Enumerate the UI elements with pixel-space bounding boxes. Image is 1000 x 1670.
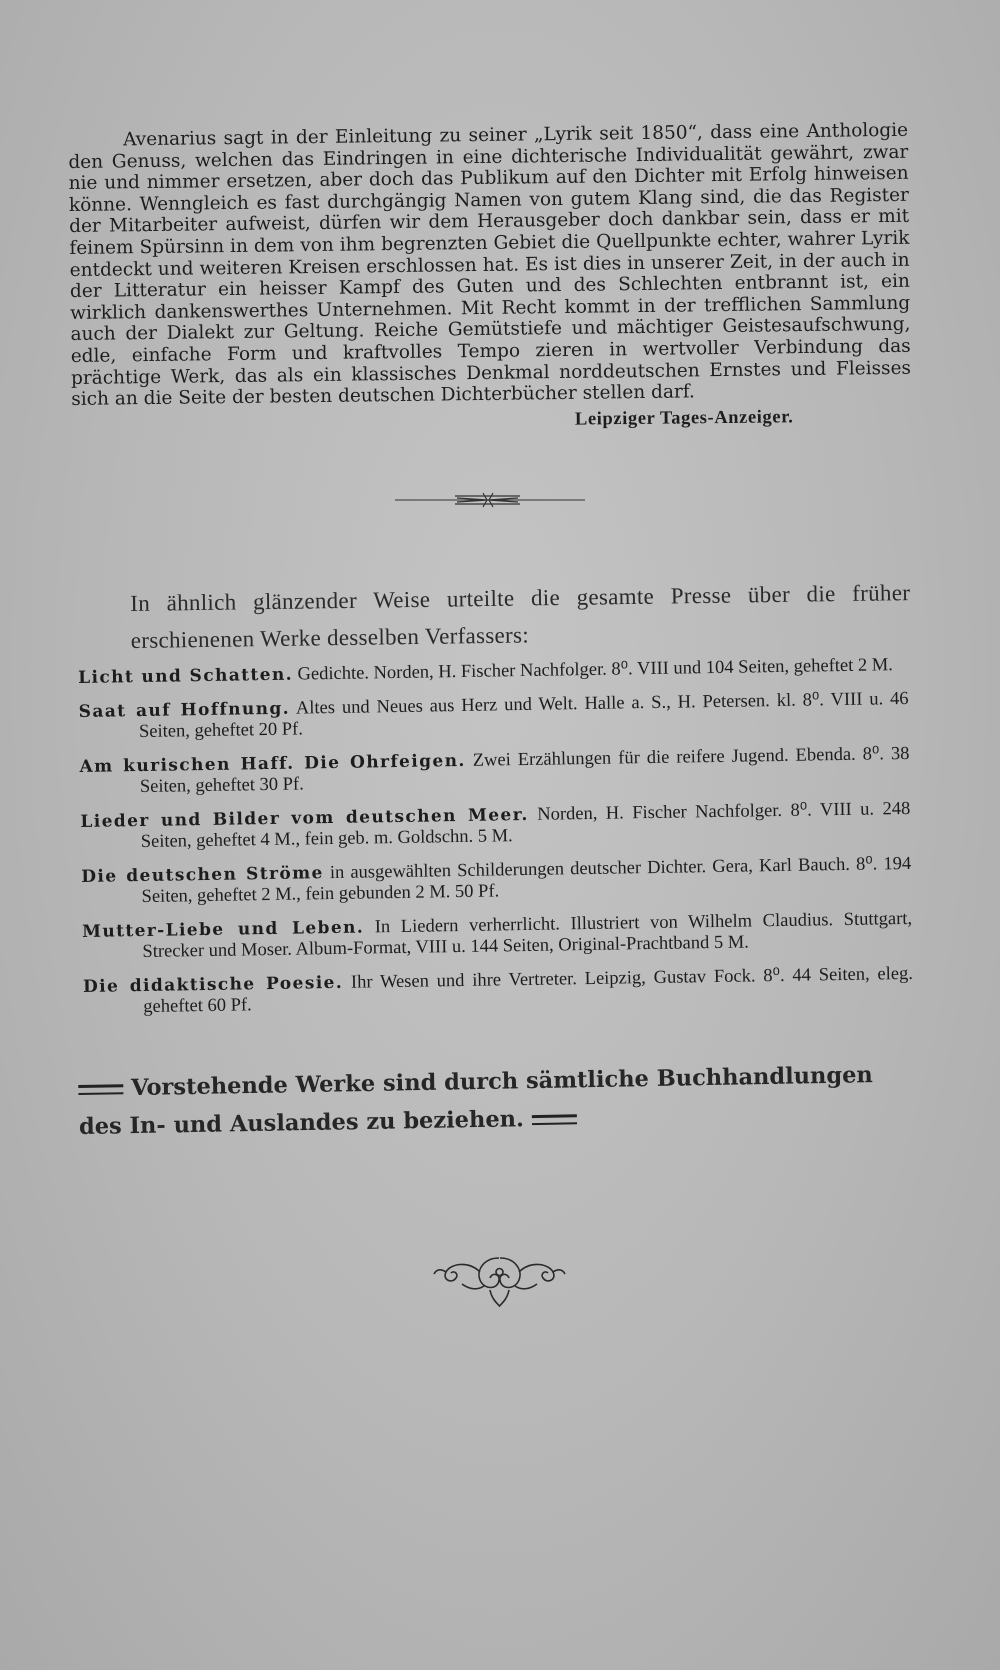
entry-title: Die didaktische Poesie. <box>82 972 344 997</box>
double-rule-icon <box>78 1083 123 1096</box>
entry-title: Die deutschen Ströme <box>81 862 324 887</box>
bibliography-entry <box>81 853 912 909</box>
divider-ornament <box>395 487 585 513</box>
entry-details: In Liedern verherrlicht. Illustriert von Wilhelm Claudius. Stuttgart, Strecker und Moser. Album-Format, VIII u. 144 Seiten, Original-Prachtband 5 M. <box>142 908 913 963</box>
bibliography-entry <box>79 743 910 799</box>
entry-title: Lieder und Bilder vom deutschen Meer. <box>80 804 529 832</box>
bibliography-entry <box>80 798 911 854</box>
entry-title: Am kurischen Haff. Die Ohrfeigen. <box>79 750 466 777</box>
entry-title: Saat auf Hoffnung. <box>78 698 291 722</box>
footer-notice <box>78 1055 919 1146</box>
entry-details: Ihr Wesen und ihre Vertreter. Leipzig, Gustav Fock. 8⁰. 44 Seiten, eleg. geheftet 60 Pf. <box>143 963 914 1018</box>
footer-text: Vorstehende Werke sind durch sämtliche Buchhandlungen des In- und Auslandes zu beziehen. <box>78 1062 874 1140</box>
review-paragraph <box>68 120 911 411</box>
entry-details: Gedichte. Norden, H. Fischer Nachfolger. 8⁰. VIII und 104 Seiten, geheftet 2 M. <box>297 655 893 685</box>
entry-title: Mutter-Liebe und Leben. <box>81 917 365 942</box>
bibliography-entry <box>83 963 914 1019</box>
entry-details: Altes und Neues aus Herz und Welt. Halle a. S., H. Petersen. kl. 8⁰. VIII u. 46 Seiten, geheftet 20 Pf. <box>138 688 909 743</box>
double-rule-icon <box>532 1113 577 1126</box>
bibliography-entry <box>82 908 913 964</box>
entry-details: in ausgewählten Schilderungen deutscher Dichter. Gera, Karl Bauch. 8⁰. 194 Seiten, geheftet 2 M., fein gebunden 2 M. 50 Pf. <box>141 853 912 908</box>
entry-title: Licht und Schatten. <box>78 664 294 688</box>
bibliography-list <box>78 655 914 1031</box>
scroll-ornament-icon <box>432 1250 567 1308</box>
bibliography-entry <box>79 688 910 744</box>
entry-details: Zwei Erzählungen für die reifere Jugend. Ebenda. 8⁰. 38 Seiten, geheftet 30 Pf. <box>139 743 910 798</box>
bibliography-entry <box>78 655 908 690</box>
review-text: Avenarius sagt in der Einleitung zu seiner „Lyrik seit 1850“, dass eine Anthologie den Genuss, welchen das Eindringen in eine dichterische Individualität gewährt, zwar nie und nimmer ersetzen, aber doch das Publikum auf den Dichter mit Erfolg hinweisen könne. Wenngleich es fast durchgängig Namen von gutem Klang sind, die das Register der Mitarbeiter aufweist, dürfen wir dem Herausgeber doch dankbar sein, dass er mit feinem Spürsinn in dem von ihm begrenzten Gebiet die Quellpunkte echter, wahrer Lyrik entdeckt und weiteren Kreisen erschlossen hat. Es ist dies in unserer Zeit, in der auch in der Litteratur ein heisser Kampf des Guten und des Schlechten entbrannt ist, ein wirklich dankenswerthes Unternehmen. Mit Recht kommt in der trefflichen Sammlung auch der Dialekt zur Geltung. Reiche Gemütstiefe und mächtiger Geistesaufschwung, edle, einfache Form und kraftvolles Tempo zieren in wertvoller Verbindung das prächtige Werk, das als ein klassisches Denkmal norddeutschen Ernstes und Fleisses sich an die Seite der besten deutschen Dichterbücher stellen darf. <box>68 119 912 411</box>
review-source: Leipziger Tages-Anzeiger. <box>574 407 794 430</box>
intro-heading: In ähnlich glänzender Weise urteilte die gesamte Presse über die früher erschienenen Werke desselben Verfassers: <box>130 580 911 653</box>
entry-details: Norden, H. Fischer Nachfolger. 8⁰. VIII u. 248 Seiten, geheftet 4 M., fein geb. m. Goldschn. 5 M. <box>140 798 911 853</box>
